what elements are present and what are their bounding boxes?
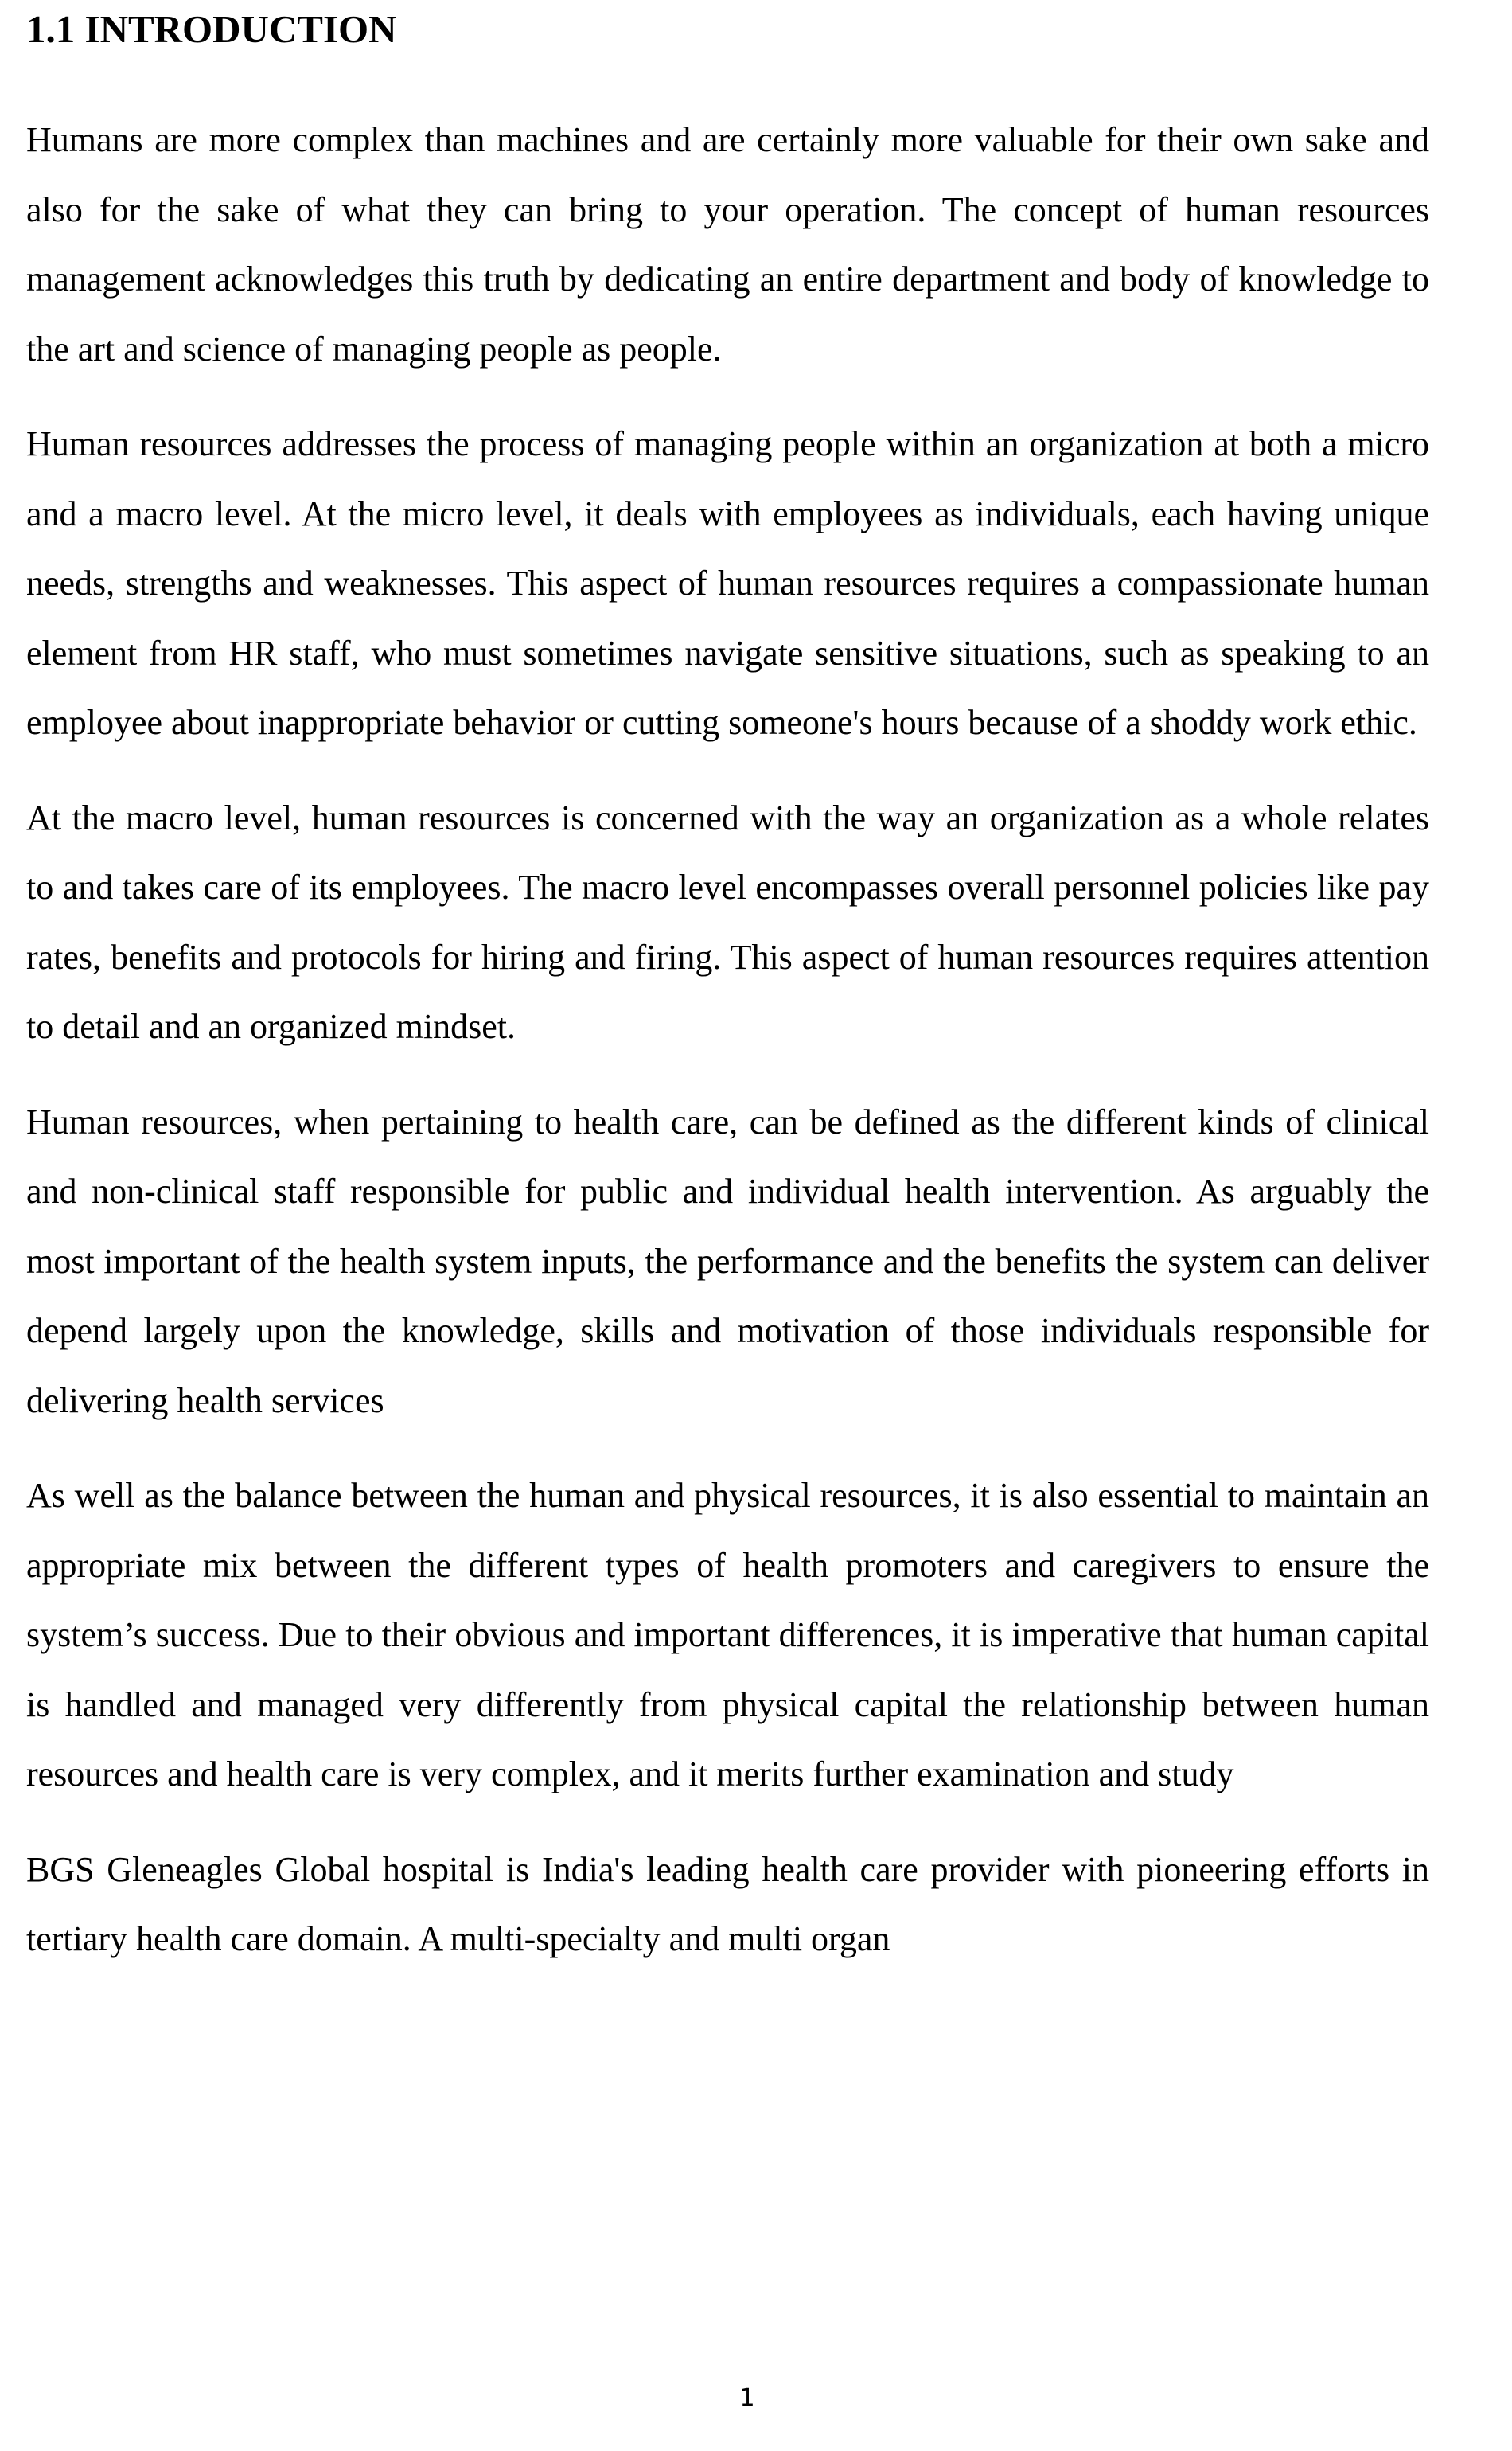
paragraph-hospital-intro: BGS Gleneagles Global hospital is India's leading health care provider with pioneering efforts in tertiary health care domain. A multi-specialty and multi organ <box>26 1849 1429 1958</box>
paragraph-resource-balance: As well as the balance between the human and physical resources, it is also essential to maintain an appropriate mix between the different types of health promoters and caregivers to ensure the system’s success. Due to their obvious and important differences, it is imperative that human capital is handled and managed very differently from physical capital the relationship between human resources and health care is very complex, and it merits further examination and study <box>26 1476 1429 1793</box>
paragraph-health-care-hr: Human resources, when pertaining to health care, can be defined as the different kinds of clinical and non-clinical staff responsible for public and individual health intervention. As arguably the most important of the health system inputs, the performance and the benefits the system can deliver depend largely upon the knowledge, skills and motivation of those individuals responsible for delivering health services <box>26 1102 1429 1420</box>
document-page <box>26 0 1429 2451</box>
page-number: 1 <box>739 2384 755 2412</box>
paragraph-micro-level: Human resources addresses the process of managing people within an organization at both a micro and a macro level. At the micro level, it deals with employees as individuals, each having unique needs, strengths and weaknesses. This aspect of human resources requires a compassionate human element from HR staff, who must sometimes navigate sensitive situations, such as speaking to an employee about inappropriate behavior or cutting someone's hours because of a shoddy work ethic. <box>26 424 1429 742</box>
body-text <box>26 105 1429 2000</box>
paragraph-hrm-concept: Humans are more complex than machines and are certainly more valuable for their own sake and also for the sake of what they can bring to your operation. The concept of human resources management acknowledges this truth by dedicating an entire department and body of knowledge to the art and science of managing people as people. <box>26 120 1429 369</box>
paragraph-macro-level: At the macro level, human resources is concerned with the way an organization as a whole relates to and takes care of its employees. The macro level encompasses overall personnel policies like pay rates, benefits and protocols for hiring and firing. This aspect of human resources requires attention to detail and an organized mindset. <box>26 798 1429 1046</box>
section-heading: 1.1 INTRODUCTION <box>26 7 397 51</box>
